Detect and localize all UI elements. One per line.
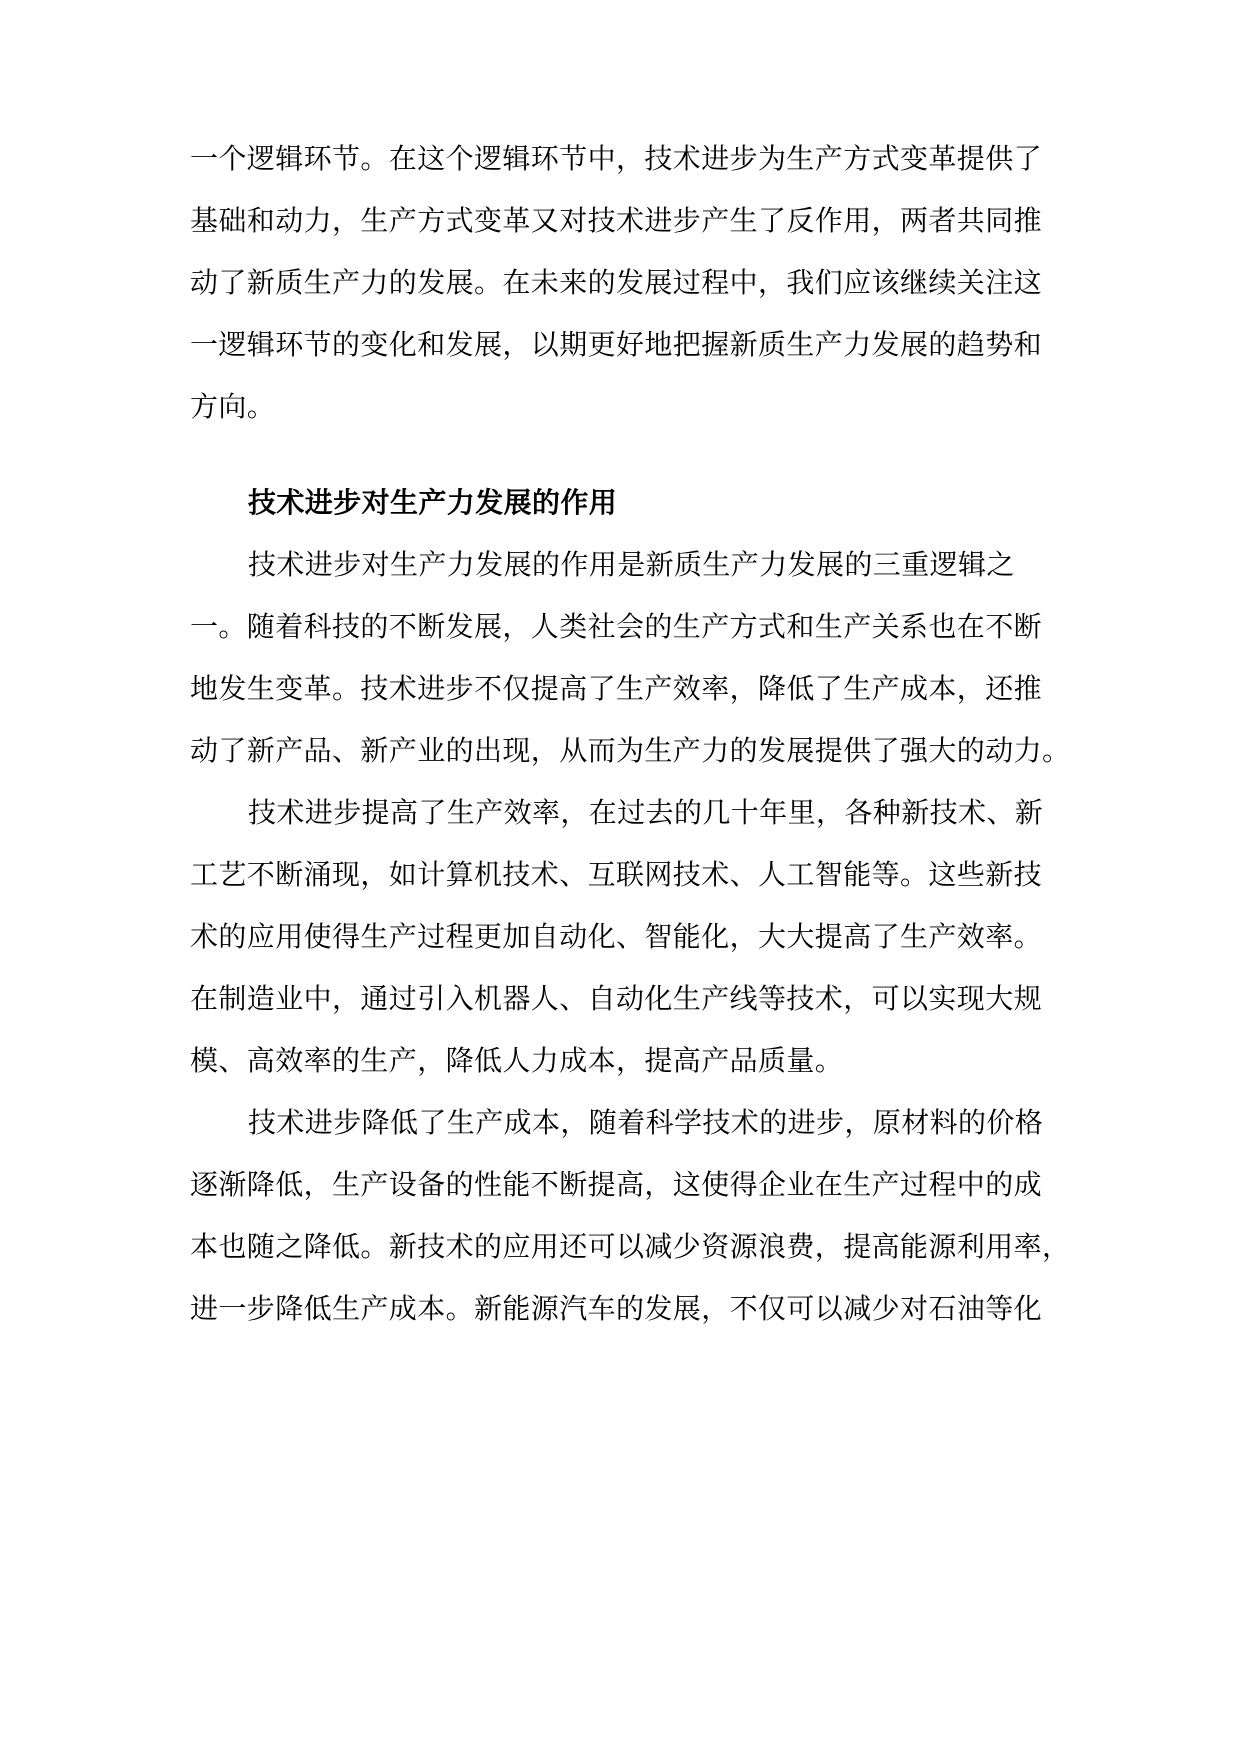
paragraph-1-line-3: 动了新质生产力的发展。在未来的发展过程中，我们应该继续关注这 xyxy=(190,266,1043,299)
paragraph-1-line-2: 基础和动力，生产方式变革又对技术进步产生了反作用，两者共同推 xyxy=(190,204,1043,237)
paragraph-2-line-2: 一。随着科技的不断发展，人类社会的生产方式和生产关系也在不断 xyxy=(190,610,1043,643)
paragraph-3-line-4: 在制造业中，通过引入机器人、自动化生产线等技术，可以实现大规 xyxy=(190,982,1043,1015)
paragraph-3-line-5: 模、高效率的生产，降低人力成本，提高产品质量。 xyxy=(190,1044,844,1077)
paragraph-1-line-1: 一个逻辑环节。在这个逻辑环节中，技术进步为生产方式变革提供了 xyxy=(190,142,1043,175)
paragraph-2-line-4: 动了新产品、新产业的出现，从而为生产力的发展提供了强大的动力。 xyxy=(190,734,1071,767)
paragraph-4-line-4: 进一步降低生产成本。新能源汽车的发展，不仅可以减少对石油等化 xyxy=(190,1292,1043,1325)
paragraph-3-line-2: 工艺不断涌现，如计算机技术、互联网技术、人工智能等。这些新技 xyxy=(190,858,1043,891)
paragraph-2-line-3: 地发生变革。技术进步不仅提高了生产效率，降低了生产成本，还推 xyxy=(190,672,1043,705)
section-heading: 技术进步对生产力发展的作用 xyxy=(248,486,618,519)
paragraph-2-line-1: 技术进步对生产力发展的作用是新质生产力发展的三重逻辑之 xyxy=(248,548,1015,581)
paragraph-4-line-1: 技术进步降低了生产成本，随着科学技术的进步，原材料的价格 xyxy=(248,1106,1044,1139)
paragraph-4-line-3: 本也随之降低。新技术的应用还可以减少资源浪费，提高能源利用率， xyxy=(190,1230,1071,1263)
paragraph-4-line-2: 逐渐降低，生产设备的性能不断提高，这使得企业在生产过程中的成 xyxy=(190,1168,1043,1201)
paragraph-3-line-3: 术的应用使得生产过程更加自动化、智能化，大大提高了生产效率。 xyxy=(190,920,1043,953)
paragraph-3-line-1: 技术进步提高了生产效率，在过去的几十年里，各种新技术、新 xyxy=(248,796,1044,829)
paragraph-1-line-5: 方向。 xyxy=(190,390,276,423)
paragraph-1-line-4: 一逻辑环节的变化和发展，以期更好地把握新质生产力发展的趋势和 xyxy=(190,328,1043,361)
